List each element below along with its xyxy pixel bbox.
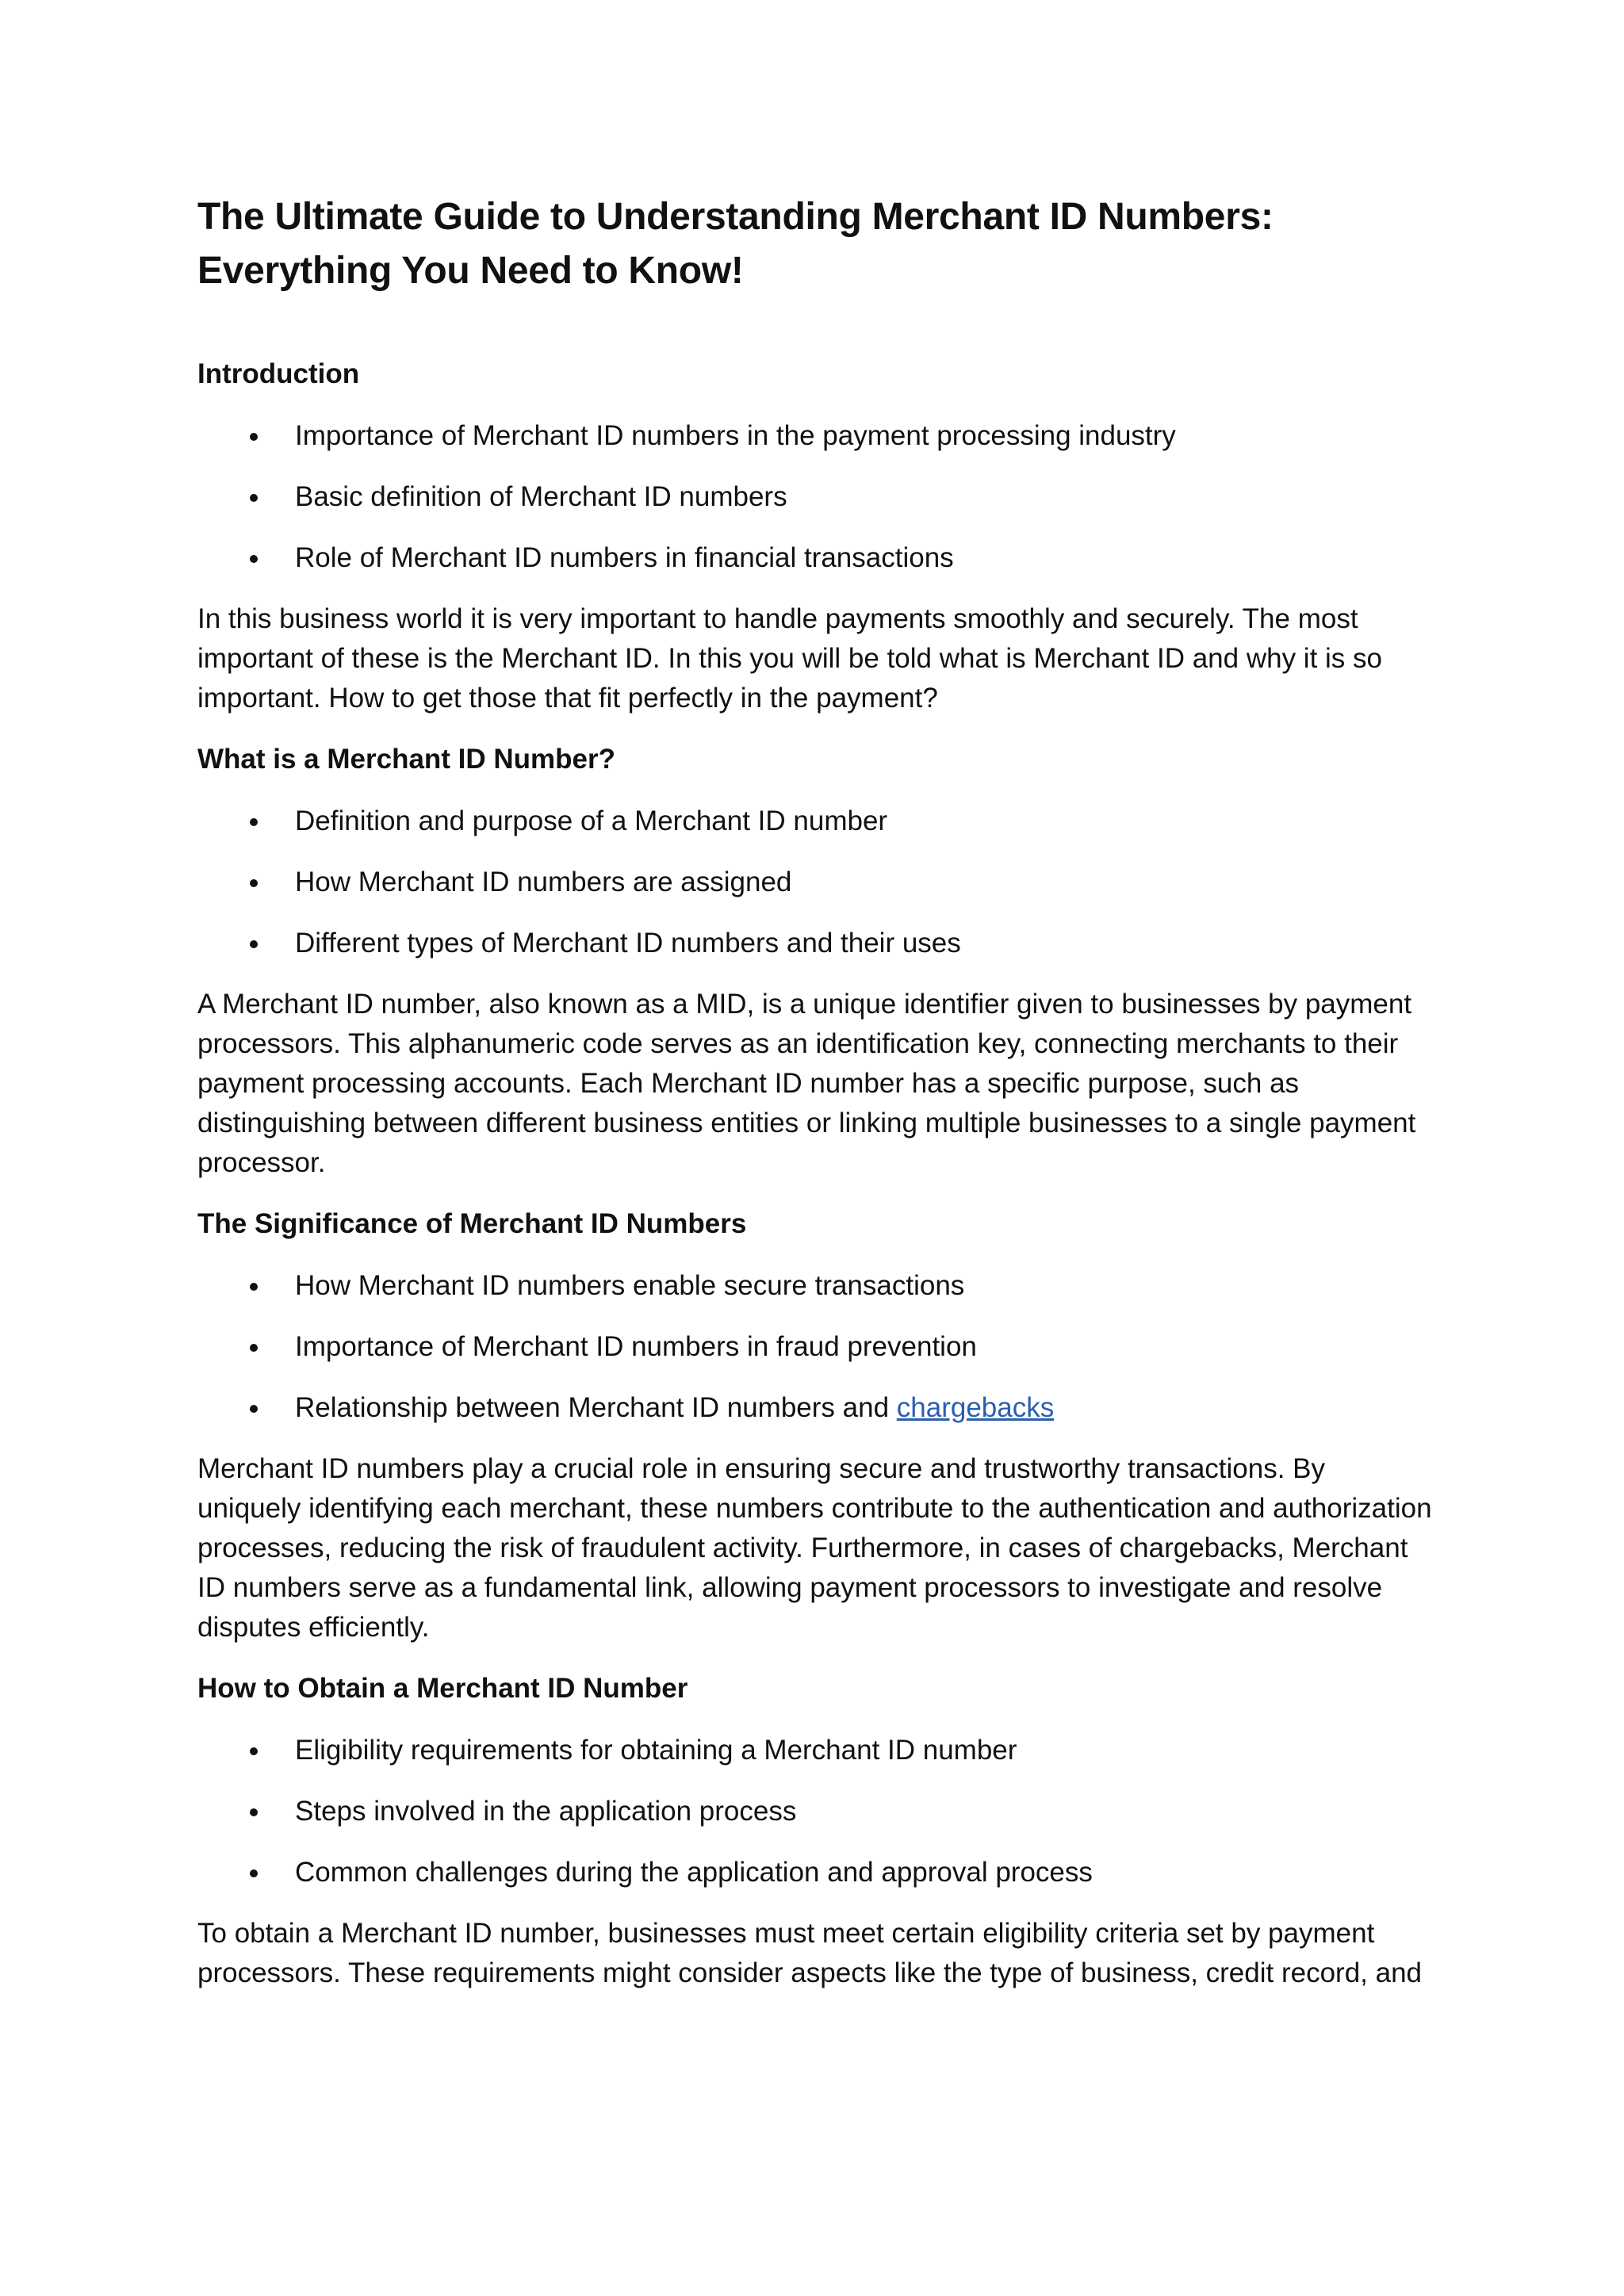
bullet-icon bbox=[250, 1344, 258, 1352]
bullet-icon bbox=[250, 433, 258, 441]
document-title: The Ultimate Guide to Understanding Merchant ID Numbers: Everything You Need to Know! bbox=[197, 196, 1274, 292]
list-item: How Merchant ID numbers are assigned bbox=[197, 863, 1434, 902]
document-page bbox=[197, 190, 1434, 1993]
list-item: Importance of Merchant ID numbers in the payment processing industry bbox=[197, 416, 1434, 456]
section-heading-introduction: Introduction bbox=[197, 358, 360, 389]
list-item: Relationship between Merchant ID numbers and chargebacks bbox=[197, 1388, 1434, 1428]
bullet-icon bbox=[250, 818, 258, 826]
section-heading-significance: The Significance of Merchant ID Numbers bbox=[197, 1208, 747, 1239]
list-item: Common challenges during the application and approval process bbox=[197, 1853, 1434, 1892]
list-item: Role of Merchant ID numbers in financial transactions bbox=[197, 538, 1434, 578]
list-item: Importance of Merchant ID numbers in fraud prevention bbox=[197, 1327, 1434, 1367]
bullet-icon bbox=[250, 1283, 258, 1291]
list-item: Different types of Merchant ID numbers and their uses bbox=[197, 924, 1434, 963]
paragraph-significance: Merchant ID numbers play a crucial role in ensuring secure and trustworthy transactions. By uniquely identifying each merchant, these numbers contribute to the authentication and authorization processes, reducing the risk of fraudulent activity. Furthermore, in cases of chargebacks, Merchant ID numbers serve as a fundamental link, allowing payment processors to investigate and resolve disputes efficiently. bbox=[197, 1453, 1432, 1643]
list-item: Steps involved in the application process bbox=[197, 1792, 1434, 1831]
list-item: How Merchant ID numbers enable secure transactions bbox=[197, 1266, 1434, 1306]
bullet-icon bbox=[250, 940, 258, 948]
section-heading-obtain-mid: How to Obtain a Merchant ID Number bbox=[197, 1673, 688, 1704]
bullet-icon bbox=[250, 1747, 258, 1755]
paragraph-obtain-mid: To obtain a Merchant ID number, businesses must meet certain eligibility criteria set by payment processors. These requirements might consider aspects like the type of business, credit record, and bbox=[197, 1918, 1422, 1988]
bullet-list-obtain-mid bbox=[197, 1731, 1434, 1892]
bullet-list-introduction bbox=[197, 416, 1434, 578]
list-item: Eligibility requirements for obtaining a Merchant ID number bbox=[197, 1731, 1434, 1770]
section-heading-what-is-mid: What is a Merchant ID Number? bbox=[197, 744, 616, 775]
bullet-icon bbox=[250, 879, 258, 887]
bullet-icon bbox=[250, 1869, 258, 1877]
list-item: Basic definition of Merchant ID numbers bbox=[197, 477, 1434, 517]
bullet-icon bbox=[250, 555, 258, 563]
list-item: Definition and purpose of a Merchant ID number bbox=[197, 802, 1434, 841]
chargebacks-link[interactable]: chargebacks bbox=[896, 1392, 1055, 1423]
bullet-icon bbox=[250, 1405, 258, 1413]
bullet-list-significance bbox=[197, 1266, 1434, 1428]
bullet-list-what-is-mid bbox=[197, 802, 1434, 963]
bullet-icon bbox=[250, 1808, 258, 1816]
paragraph-what-is-mid: A Merchant ID number, also known as a MID, is a unique identifier given to businesses by payment processors. This alphanumeric code serves as an identification key, connecting merchants to their payment processing accounts. Each Merchant ID number has a specific purpose, such as distinguishing between different business entities or linking multiple businesses to a single payment processor. bbox=[197, 989, 1416, 1178]
paragraph-introduction: In this business world it is very important to handle payments smoothly and securely. The most important of these is the Merchant ID. In this you will be told what is Merchant ID and why it is so important. How to get those that fit perfectly in the payment? bbox=[197, 603, 1382, 714]
bullet-icon bbox=[250, 494, 258, 502]
